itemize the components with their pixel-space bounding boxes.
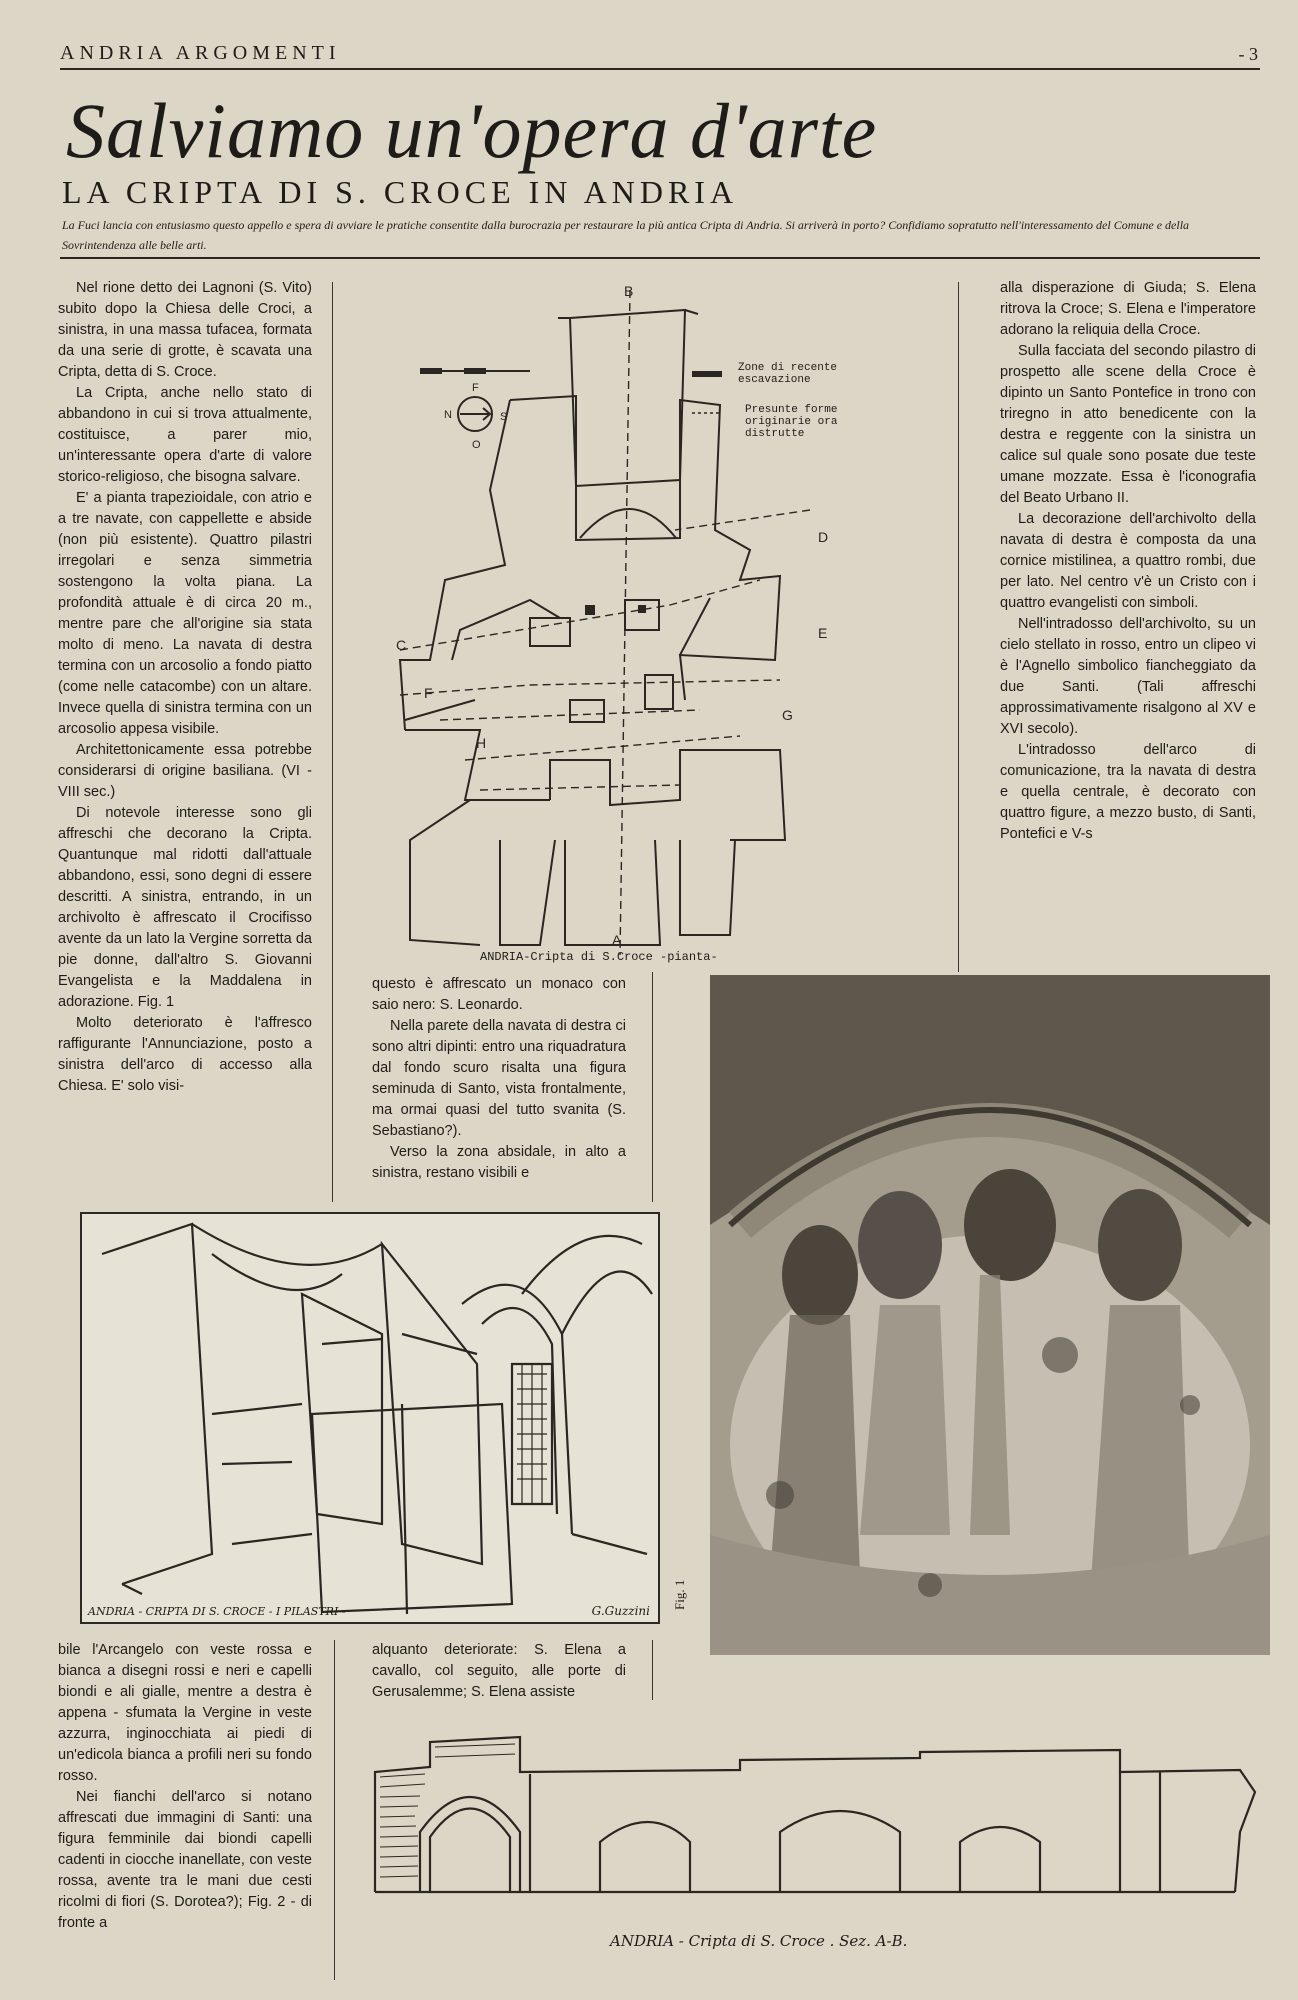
lead-rule (60, 257, 1260, 259)
fresco-image (710, 975, 1270, 1655)
legend-presumed-forms: Presunte forme originarie ora distrutte (745, 404, 838, 440)
pillars-sketch (82, 1214, 658, 1622)
compass-o: O (472, 439, 481, 451)
column-rule (958, 282, 959, 972)
section-drawing (360, 1712, 1265, 1982)
fresco-photograph (710, 975, 1270, 1655)
paragraph: Nel rione detto dei Lagnoni (S. Vito) subito dopo la Chiesa delle Croci, a sinistra, in una massa tufacea, formata da una serie di grotte, è scavata una Cripta, detta di S. Croce. (58, 280, 312, 380)
paragraph: alquanto deteriorate: S. Elena a cavallo, col seguito, alle porte di Gerusalemme; S. Elena assiste (372, 1642, 626, 1700)
column-2-bottom (372, 1640, 626, 1703)
paragraph: La decorazione dell'archivolto della navata di destra è composta da una cornice mistilinea, a quattro rombi, due per lato. Nel centro v'è un Cristo con i quattro evangelisti con simboli. (1000, 511, 1256, 611)
floor-plan-caption: ANDRIA-Cripta di S.Croce -pianta- (480, 950, 718, 964)
paragraph: Nell'intradosso dell'archivolto, su un cielo stellato in rosso, entro un clipeo vi è l'Agnello simbolico fiancheggiato da due Santi. (Tali affreschi approssimativamente risalgono al XV e XVI secolo). (1000, 616, 1256, 737)
compass-n: N (444, 409, 452, 421)
paragraph: questo è affrescato un monaco con saio nero: S. Leonardo. (372, 976, 626, 1013)
plan-letter-e: E (818, 625, 828, 641)
page-title: Salviamo un'opera d'arte (66, 87, 878, 174)
section-sketch (360, 1712, 1265, 1912)
article-subtitle: LA CRIPTA DI S. CROCE IN ANDRIA (62, 174, 739, 210)
plan-letter-g: G (782, 707, 793, 723)
running-head: ANDRIA ARGOMENTI (60, 42, 341, 64)
legend-recent-excavation: Zone di recente escavazione (738, 362, 838, 386)
paragraph: Architettonicamente essa potrebbe considerarsi di origine basiliana. (VI - VIII sec.) (58, 742, 312, 800)
column-rule (334, 1640, 335, 1980)
section-drawing-caption: ANDRIA - Cripta di S. Croce . Sez. A-B. (610, 1932, 908, 1950)
pillars-drawing-caption: ANDRIA - CRIPTA DI S. CROCE - I PILASTRI - (88, 1605, 346, 1618)
column-rule (652, 1640, 653, 1700)
plan-letter-d: D (818, 529, 829, 545)
paragraph: Di notevole interesse sono gli affreschi che decorano la Cripta. Quantunque mal ridotti dall'attuale abbandono, essi, sono degni di essere descritti. A sinistra, entrando, in un archivolto è affrescato il Crocifisso avente da un lato la Vergine sorretta da pie donne, dall'altro S. Giovanni Evangelista e la Maddalena in adorazione. Fig. 1 (58, 805, 312, 1010)
header-rule (60, 68, 1260, 70)
pillars-drawing (80, 1212, 660, 1624)
fig-1-label: Fig. 1 (672, 1579, 687, 1610)
paragraph: Verso la zona absidale, in alto a sinistra, restano visibili e (372, 1144, 626, 1181)
plan-letter-h: H (476, 735, 487, 751)
article-lead: La Fuci lancia con entusiasmo questo appello e spera di avviare le pratiche consentite dalla burocrazia per restaurare la più antica Cripta di Andria. Si arriverà in porto? Confidiamo sopratutto nell'interessamento del Comune e della Sovrintendenza alle belle arti. (62, 218, 1190, 252)
column-rule (332, 282, 333, 1202)
drawing-signature: G.Guzzini (591, 1604, 650, 1618)
compass-s: S (500, 411, 508, 423)
plan-letter-b: B (624, 283, 634, 299)
column-2-top (372, 974, 626, 1184)
column-1-top (58, 278, 312, 1097)
paragraph: Sulla facciata del secondo pilastro di prospetto alle scene della Croce è dipinto un Santo Pontefice in trono con triregno in atto benedicente con la destra e reggente con la sinistra un calice sul quale sono posate due teste umane mozzate. Essa è l'iconografia del Beato Urbano II. (1000, 343, 1256, 506)
page-number: - 3 (1238, 44, 1258, 64)
paragraph: L'intradosso dell'arco di comunicazione, tra la navata di destra e quella centrale, è decorato con quattro figure, a mezzo busto, di Santi, Pontefici e V-s (1000, 742, 1256, 842)
compass-f: F (472, 382, 479, 394)
paragraph: Nei fianchi dell'arco si notano affrescati due immagini di Santi: una figura femminile dai biondi capelli cadenti in ciocche inanellate, con veste rossa, avente tra le mani due cesti ricolmi di fiori (S. Dorotea?); Fig. 2 - di fronte a (58, 1789, 312, 1931)
plan-letter-f: F (424, 685, 433, 701)
paragraph: E' a pianta trapezioidale, con atrio e a tre navate, con cappellette e abside (non più esistente). Quattro pilastri irregolari e senza simmetria sostengono la volta piana. La profondità attuale è di circa 20 m., mentre pare che all'origine sia stata molto di meno. La navata di destra termina con un arcosolio a fondo piatto (come nelle catacombe) con un altare. Invece quella di sinistra termina con un arcosolio appesa visibile. (58, 490, 312, 737)
paragraph: Molto deteriorato è l'affresco raffigurante l'Annunciazione, posto a sinistra dell'arco di accesso alla Chiesa. E' solo visi- (58, 1015, 312, 1094)
paragraph: Nella parete della navata di destra ci sono altri dipinti: entro una riquadratura dal fondo scuro risalta una figura seminuda di Santo, vista frontalmente, ma ormai quasi del tutto svanita (S. Sebastiano?). (372, 1018, 626, 1139)
plan-letter-c: C (396, 637, 407, 653)
paragraph: La Cripta, anche nello stato di abbandono in cui si trova attualmente, costituisce, a parer mio, un'interessante opera d'arte di valore storico-religioso, che bisogna salvare. (58, 385, 312, 485)
column-1-bottom (58, 1640, 312, 1934)
column-rule (652, 972, 653, 1202)
column-3-top (1000, 278, 1256, 845)
paragraph: bile l'Arcangelo con veste rossa e bianca a disegni rossi e neri e capelli biondi e ali gialle, mentre a destra è appena - sfumata la Vergine in veste azzurra, inginocchiata ai piedi di un'edicola bianca a profili neri su fondo rosso. (58, 1642, 312, 1784)
paragraph: alla disperazione di Giuda; S. Elena ritrova la Croce; S. Elena e l'imperatore adorano la reliquia della Croce. (1000, 280, 1256, 338)
plan-letter-a: A (612, 932, 622, 948)
crypt-floor-plan (380, 280, 900, 965)
